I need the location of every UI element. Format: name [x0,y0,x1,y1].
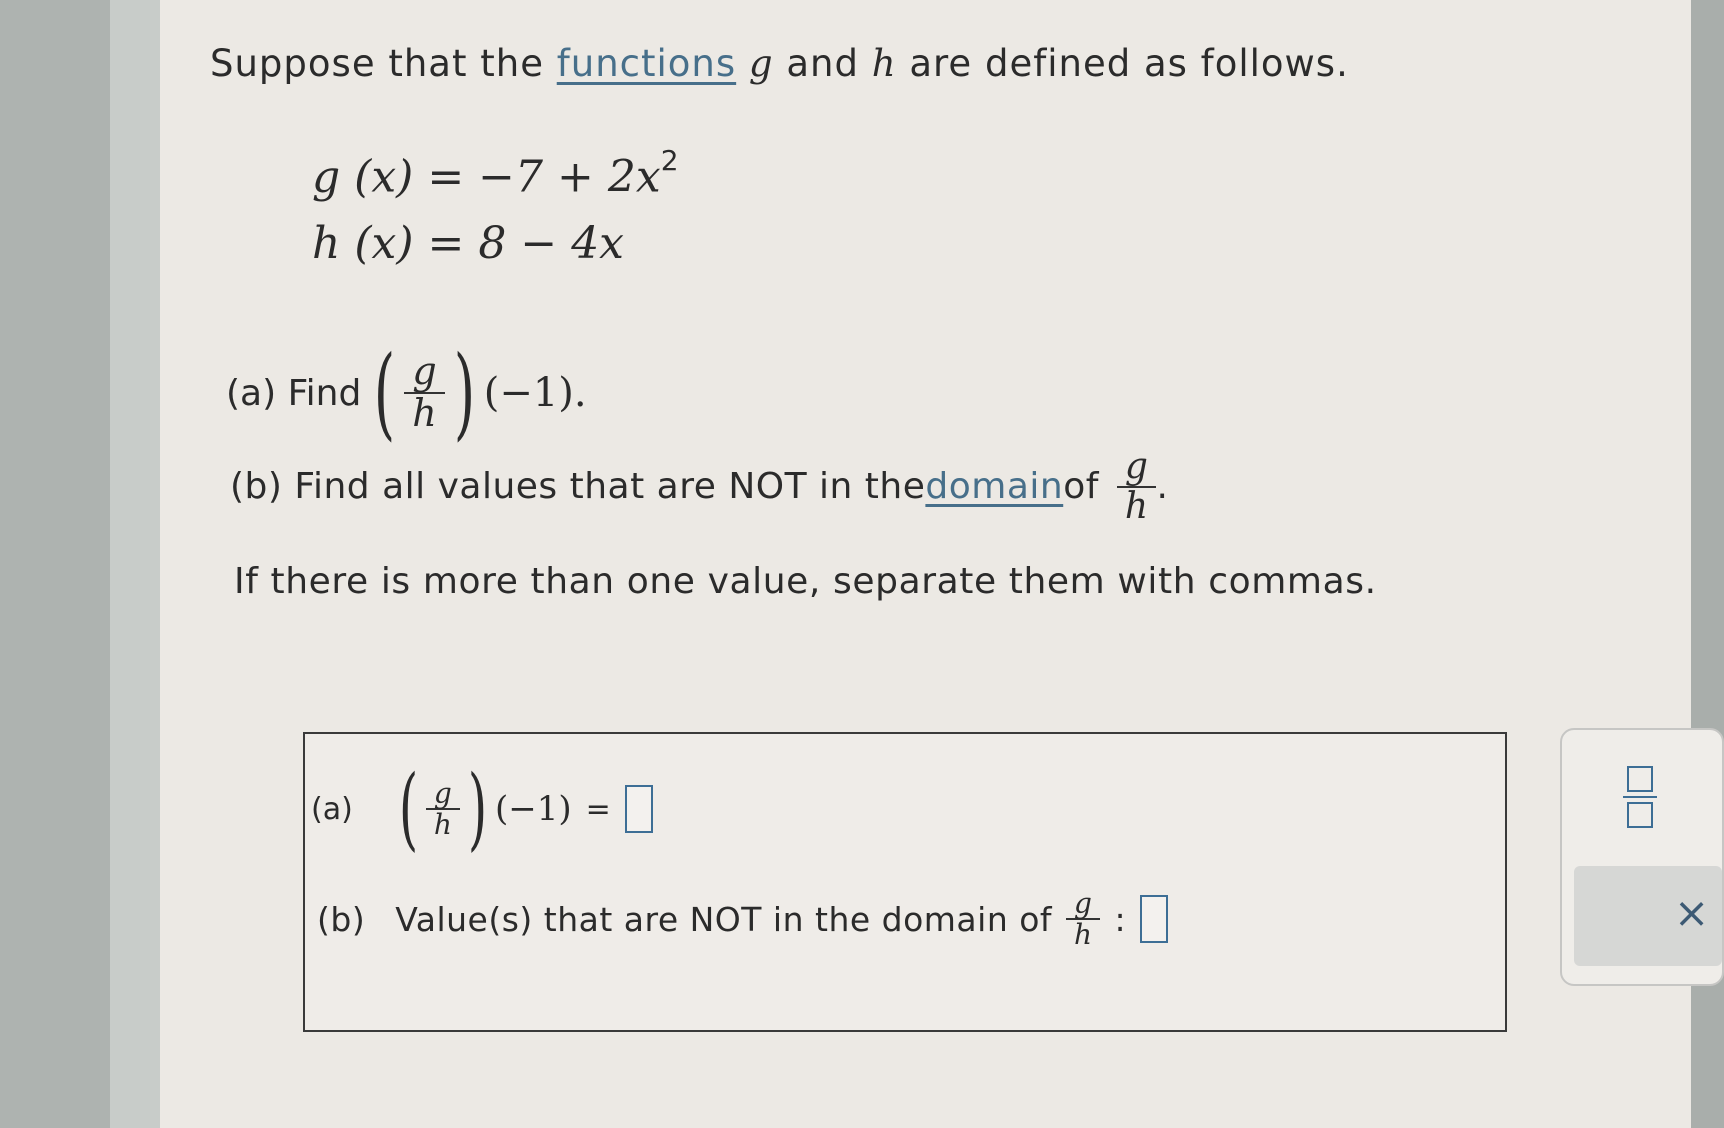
answer-a-argument: (−1) [494,789,572,829]
fraction-icon[interactable] [1626,766,1654,828]
g-rhs: = −7 + 2x [427,151,661,203]
answer-a-row [311,756,653,861]
answer-a-label: (a) [311,791,353,827]
left-paren: ( [398,756,419,861]
left-paren: ( [374,334,396,451]
clear-button[interactable] [1574,866,1722,966]
question-b-after: of [1063,466,1099,508]
h-rhs: = 8 − 4x [427,218,624,269]
fraction-bar [1623,796,1657,798]
answer-b-text: Value(s) that are NOT in the domain of [395,899,1053,939]
fraction-numerator: g [404,352,444,394]
answer-a-input[interactable] [625,785,653,833]
intro-post: are defined as follows. [896,42,1349,85]
colon: : [1114,899,1127,939]
fraction-denominator: h [412,391,437,435]
close-icon: × [1674,888,1710,937]
screen-edge [110,0,160,1128]
question-a-argument: (−1). [483,370,587,416]
right-paren: ) [467,756,488,861]
intro-g: g [736,42,774,85]
h-symbol: h [312,218,341,269]
intro-h: h [871,42,897,85]
g-over-h-fraction-answer [426,776,460,841]
g-definition [312,144,679,203]
g-over-h-fraction-answer-b [1066,889,1100,950]
fraction-bottom-square [1627,802,1653,828]
g-arg: (x) [354,151,414,203]
intro-text [210,42,1349,85]
question-a [226,334,587,451]
intro-pre: Suppose that the [210,42,557,85]
screen-bezel [0,0,110,1128]
question-b-label: (b) Find all values that are NOT in the [230,466,926,508]
functions-link[interactable]: functions [556,42,737,85]
separate-instruction: If there is more than one value, separate them with commas. [234,561,1377,602]
domain-link[interactable]: domain [925,466,1064,508]
answer-b-input[interactable] [1140,895,1168,943]
fraction-denominator: h [1124,485,1149,527]
h-definition [312,218,624,269]
answer-panel [303,732,1507,1032]
fraction-top-square [1627,766,1653,792]
question-b-end: . [1156,466,1169,508]
intro-and: and [773,42,872,85]
fraction-denominator: h [433,808,452,841]
h-arg: (x) [354,218,414,269]
answer-b-row [317,889,1168,950]
fraction-denominator: h [1073,918,1093,952]
math-tools-panel [1560,728,1724,986]
equals-sign: = [585,791,611,827]
g-over-h-fraction [404,349,444,435]
answer-b-label: (b) [317,899,366,939]
g-symbol: g [312,151,341,203]
question-a-label: (a) Find [226,372,362,414]
g-exponent: 2 [660,144,679,177]
right-paren: ) [453,334,475,451]
question-b [230,448,1168,526]
fraction-numerator: g [1066,889,1100,920]
fraction-numerator: g [426,779,460,810]
g-over-h-fraction-b [1117,448,1157,526]
fraction-numerator: g [1117,448,1157,488]
